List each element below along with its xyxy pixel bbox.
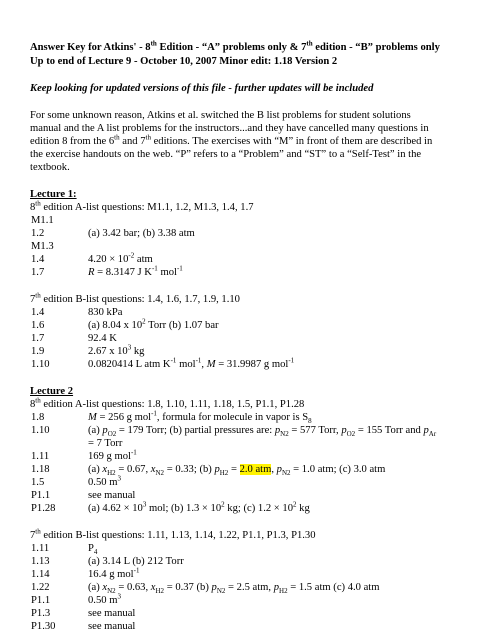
answer-code: 1.13: [31, 556, 50, 567]
answer-text: see manual: [88, 608, 136, 619]
answer-code: M1.3: [31, 241, 54, 252]
answer-code: 1.10: [31, 425, 50, 436]
intro-line-2: manual and the A list problems for the instructors...and they have cancelled many questions in: [30, 123, 429, 134]
answer-text: see manual: [88, 621, 136, 632]
answer-code: 1.18: [31, 464, 50, 475]
answer-code: 1.5: [31, 477, 45, 488]
answer-code: P1.30: [31, 621, 56, 632]
answer-text: 0.0820414 L atm $K^{-1}$ mol$^{-1}$, M = 31.9987 g mol$^{-1}$: [88, 356, 295, 370]
answer-text: (a) $4.62 \times 10^3$ mol; (b) $1.3 \times 10^2$ kg; (c) $1.2 \times 10^2$ kg: [88, 500, 310, 514]
answer-text: 0.50 $m^3$: [88, 474, 121, 488]
answer-code: P1.3: [31, 608, 51, 619]
answer-code: 1.7: [31, 333, 45, 344]
answer-code: P1.28: [31, 503, 56, 514]
answer-text: (a) 3.14 L (b) 212 Torr: [88, 556, 184, 567]
answer-text: 830 kPa: [88, 307, 123, 318]
answer-code: M1.1: [31, 215, 54, 226]
answer-text: $4.20 \times 10^{-2}$ atm: [88, 251, 153, 265]
answer-code: 1.4: [31, 307, 45, 318]
answer-text: 169 g mol$^{-1}$: [88, 448, 137, 462]
answer-text: (a) 8.04 x $10^2$ Torr (b) 1.07 bar: [88, 317, 219, 331]
title-line-1: Answer Key for Atkins' - 8th Edition - “A” problems only & 7th edition - “B” problems only: [30, 39, 440, 53]
answer-code: 1.11: [31, 543, 50, 554]
answer-text: 16.4 g mol$^{-1}$: [88, 566, 140, 580]
intro-line-3: edition 8 from the 6th and 7th editions. The exercises with “M” in front of them are described in: [30, 133, 433, 147]
update-notice: Keep looking for updated versions of this file - further updates will be included: [30, 83, 374, 94]
intro-line-4: the exercise handouts on the web. “P” refers to a “Problem” and “ST” to a “Self-Test” in the: [30, 149, 422, 160]
answer-code: 1.22: [31, 582, 50, 593]
answer-code: 1.9: [31, 346, 45, 357]
title-line-2: Up to end of Lecture 9 - October 10, 2007 Minor edit: 1.18 Version 2: [30, 56, 338, 67]
answer-text: M = 256 g mol$^{-1}$, formula for molecule in vapor is $S_8$: [88, 409, 312, 426]
answer-text: (a) 3.42 bar; (b) 3.38 atm: [88, 228, 195, 239]
answer-code: 1.8: [31, 412, 45, 423]
answer-code: P1.1: [31, 490, 51, 501]
lecture-1-b-list-header: 7th edition B-list questions: 1.4, 1.6, 1.7, 1.9, 1.10: [30, 291, 240, 305]
answer-code: 1.6: [31, 320, 45, 331]
answer-text: 0.50 $m^3$: [88, 592, 121, 606]
answer-code: P1.1: [31, 595, 51, 606]
intro-line-1: For some unknown reason, Atkins et al. switched the B list problems for student solutions: [30, 110, 411, 121]
answer-code: 1.7: [31, 267, 45, 278]
answer-text: (a) $p_{O2} = 179$ Torr; (b) partial pressures are: $p_{N2} = 577$ Torr, $p_{O2} = 155$ Torr and $p_{Ar}$: [88, 425, 437, 439]
lecture-1-a-list-header: 8th edition A-list questions: M1.1, 1.2, M1.3, 1.4, 1.7: [30, 199, 254, 213]
answer-text: 2.67 x $10^3$ kg: [88, 343, 145, 357]
lecture-2-heading: Lecture 2: [30, 386, 74, 397]
answer-text: see manual: [88, 490, 136, 501]
answer-text: $P_4$: [88, 543, 98, 557]
answer-code: 1.11: [31, 451, 50, 462]
answer-code: 1.10: [31, 359, 50, 370]
answer-text: (a) $x_{N2} = 0.63$, $x_{H2} = 0.37$ (b) $p_{N2} = 2.5$ atm, $p_{H2} = 1.5$ atm (c) 4.0 atm: [88, 582, 380, 596]
lecture-2-a-list-header: 8th edition A-list questions: 1.8, 1.10, 1.11, 1.18, 1.5, P1.1, P1.28: [30, 396, 305, 410]
answer-code: 1.2: [31, 228, 45, 239]
highlighted-value: 2.0 atm: [239, 464, 272, 475]
lecture-2-b-list-header: 7th edition B-list questions: 1.11, 1.13, 1.14, 1.22, P1.1, P1.3, P1.30: [30, 527, 316, 541]
answer-code: 1.14: [31, 569, 50, 580]
answer-text: (a) $x_{H2} = 0.67$, $x_{N2} = 0.33$; (b) $p_{H2} = 2.0$ atm, $p_{N2} = 1.0$ atm; (c) 3.0 atm: [88, 464, 386, 478]
intro-line-5: textbook.: [30, 162, 70, 173]
lecture-1-heading: Lecture 1:: [30, 189, 77, 200]
answer-text: R = 8.3147 J $K^{-1}$ mol$^{-1}$: [88, 264, 183, 278]
answer-text: = 7 Torr: [88, 438, 123, 449]
answer-text: 92.4 K: [88, 333, 117, 344]
answer-code: 1.4: [31, 254, 45, 265]
